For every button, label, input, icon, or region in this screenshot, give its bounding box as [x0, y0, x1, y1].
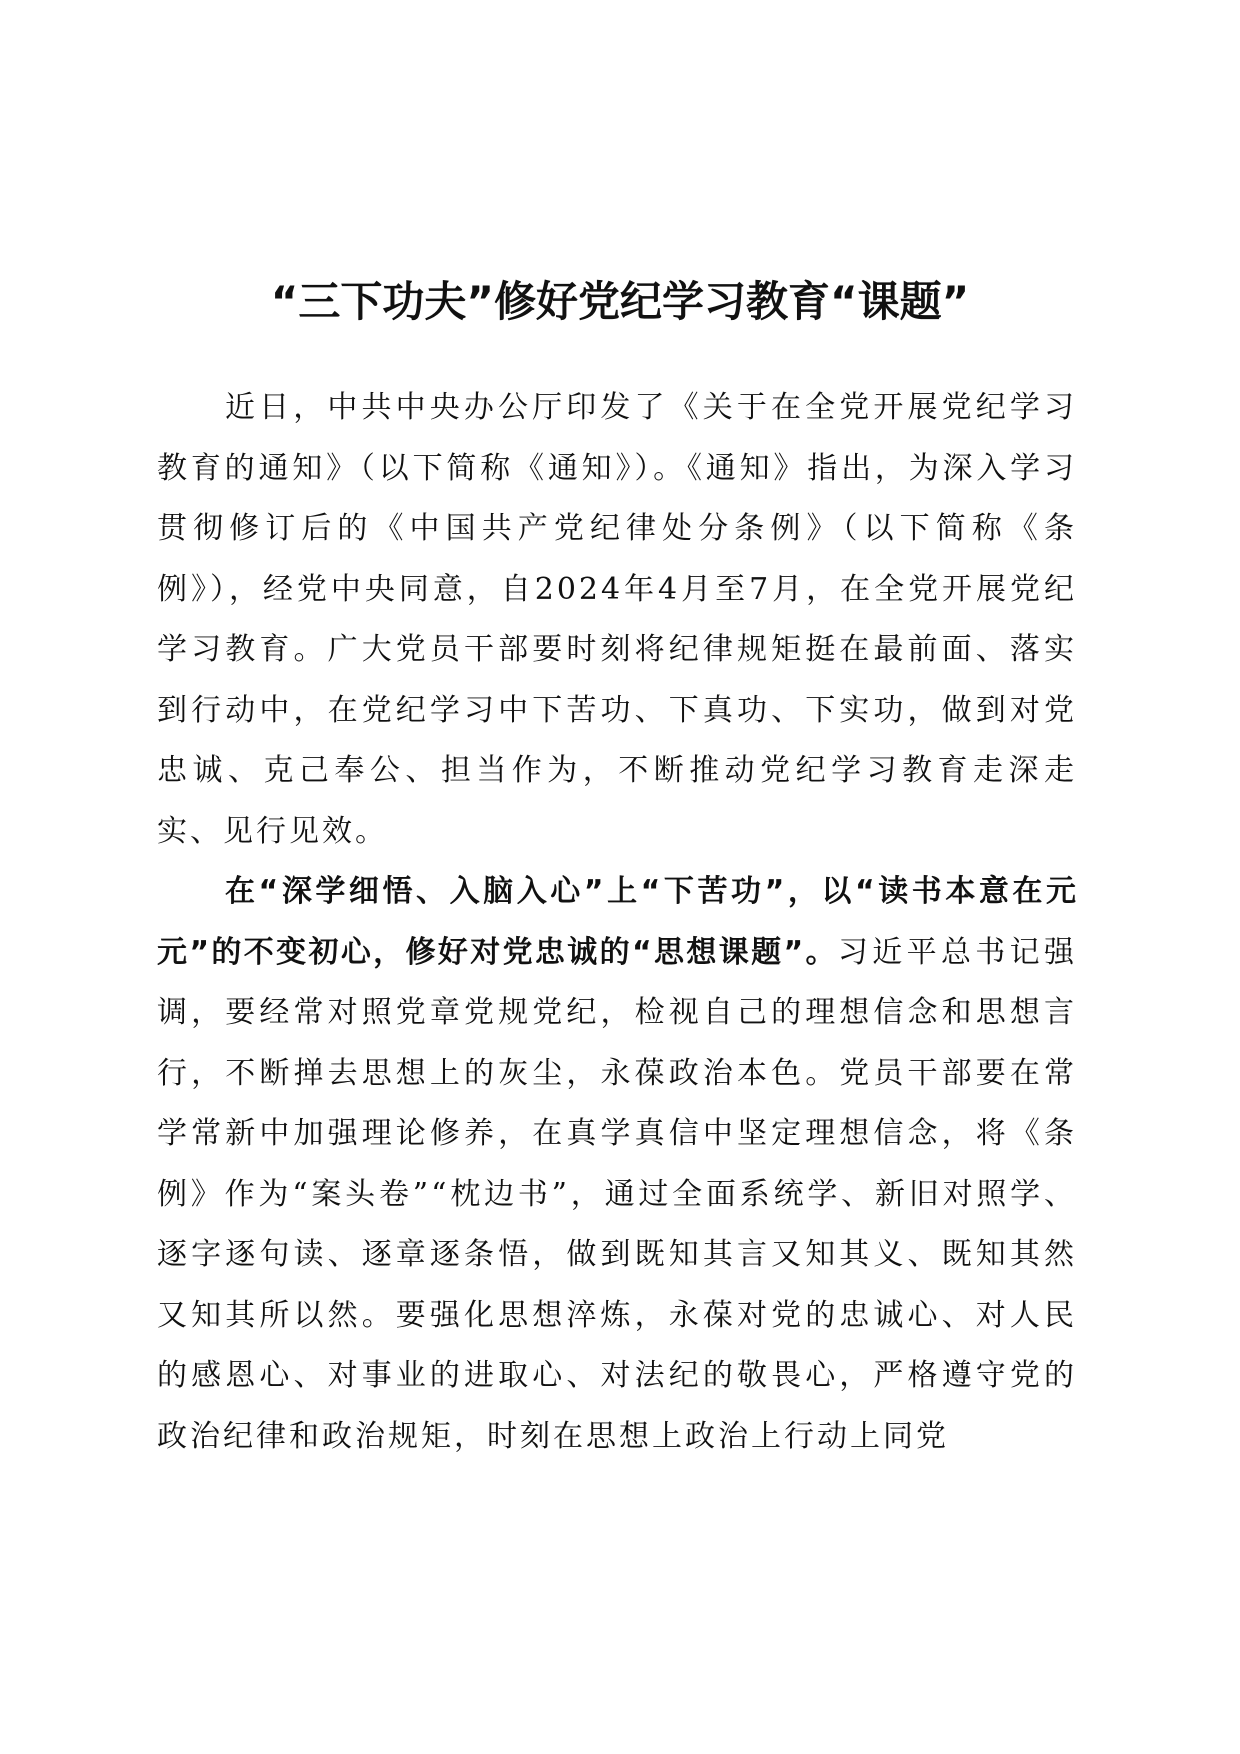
- document-body: [157, 378, 1077, 1467]
- document-title: “三下功夫”修好党纪学习教育“课题”: [270, 277, 970, 327]
- paragraph-section-1: [157, 862, 1077, 1467]
- paragraph-intro: 近日，中共中央办公厅印发了《关于在全党开展党纪学习教育的通知》（以下简称《通知》）。《通知》指出，为深入学习贯彻修订后的《中国共产党纪律处分条例》（以下简称《条例》），经党中央同意，自2024年4月至7月，在全党开展党纪学习教育。广大党员干部要时刻将纪律规矩挺在最前面、落实到行动中，在党纪学习中下苦功、下真功、下实功，做到对党忠诚、克己奉公、担当作为，不断推动党纪学习教育走深走实、见行见效。: [157, 390, 1077, 849]
- section-1-lead-sentence: 在“深学细悟、入脑入心”上“下苦功”，以“读书本意在元元”的不变初心，修好对党忠诚的“思想课题”。: [157, 874, 1077, 970]
- section-1-body-text: 习近平总书记强调，要经常对照党章党规党纪，检视自己的理想信念和思想言行，不断掸去思想上的灰尘，永葆政治本色。党员干部要在常学常新中加强理论修养，在真学真信中坚定理想信念，将《条例》作为“案头卷”“枕边书”，通过全面系统学、新旧对照学、逐字逐句读、逐章逐条悟，做到既知其言又知其义、既知其然又知其所以然。要强化思想淬炼，永葆对党的忠诚心、对人民的感恩心、对事业的进取心、对法纪的敬畏心，严格遵守党的政治纪律和政治规矩，时刻在思想上政治上行动上同党: [157, 934, 1077, 1454]
